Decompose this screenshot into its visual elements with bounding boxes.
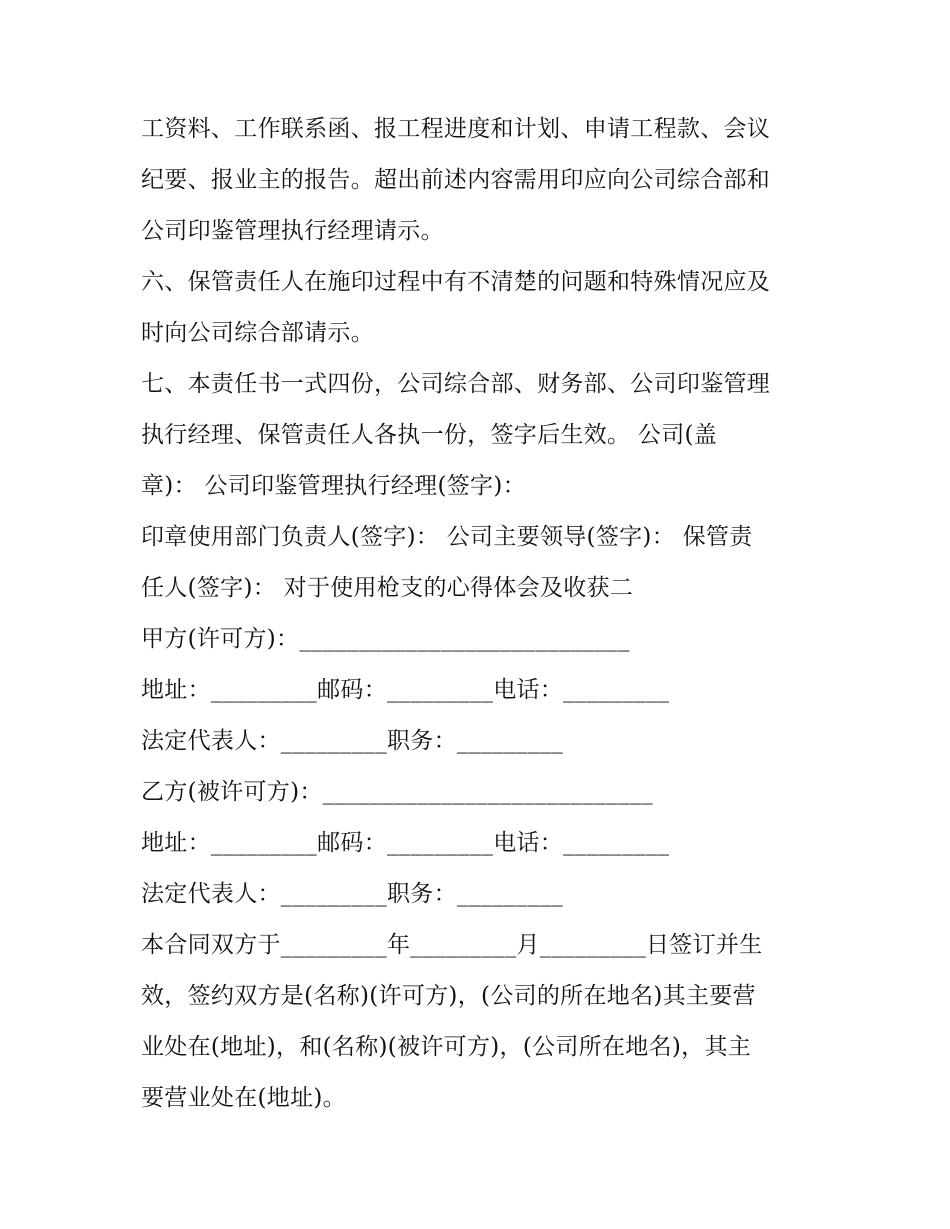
text-line: 工资料、工作联系函、报工程进度和计划、申请工程款、会议 [141, 116, 771, 142]
party-a-address-line: 地址：_________邮码：_________电话：_________ [141, 677, 670, 703]
signing-date-line: 本合同双方于_________年_________月_________日签订并生 [141, 932, 763, 958]
party-b-line: 乙方(被许可方)：____________________________ [141, 779, 654, 805]
text-line: 章)： 公司印鉴管理执行经理(签字)： [141, 473, 526, 499]
text-line: 业处在(地址)，和(名称)(被许可方)，(公司所在地名)，其主 [141, 1034, 752, 1060]
document-body [141, 104, 821, 1124]
text-line: 六、保管责任人在施印过程中有不清楚的问题和特殊情况应及 [141, 269, 771, 295]
party-a-representative-line: 法定代表人：_________职务：_________ [141, 728, 564, 754]
text-line: 任人(签字)： 对于使用枪支的心得体会及收获二 [141, 575, 634, 601]
text-line: 要营业处在(地址)。 [141, 1085, 346, 1111]
party-a-line: 甲方(许可方)：____________________________ [141, 626, 630, 652]
party-b-address-line: 地址：_________邮码：_________电话：_________ [141, 830, 670, 856]
party-b-representative-line: 法定代表人：_________职务：_________ [141, 881, 564, 907]
text-line: 公司印鉴管理执行经理请示。 [141, 218, 444, 244]
text-line: 纪要、报业主的报告。超出前述内容需用印应向公司综合部和 [141, 167, 771, 193]
text-line: 印章使用部门负责人(签字)： 公司主要领导(签字)： 保管责 [141, 524, 753, 550]
text-line: 效，签约双方是(名称)(许可方)，(公司的所在地名)其主要营 [141, 983, 756, 1009]
text-line: 时向公司综合部请示。 [141, 320, 374, 346]
text-line: 执行经理、保管责任人各执一份，签字后生效。 公司(盖 [141, 422, 718, 448]
text-line: 七、本责任书一式四份，公司综合部、财务部、公司印鉴管理 [141, 371, 771, 397]
